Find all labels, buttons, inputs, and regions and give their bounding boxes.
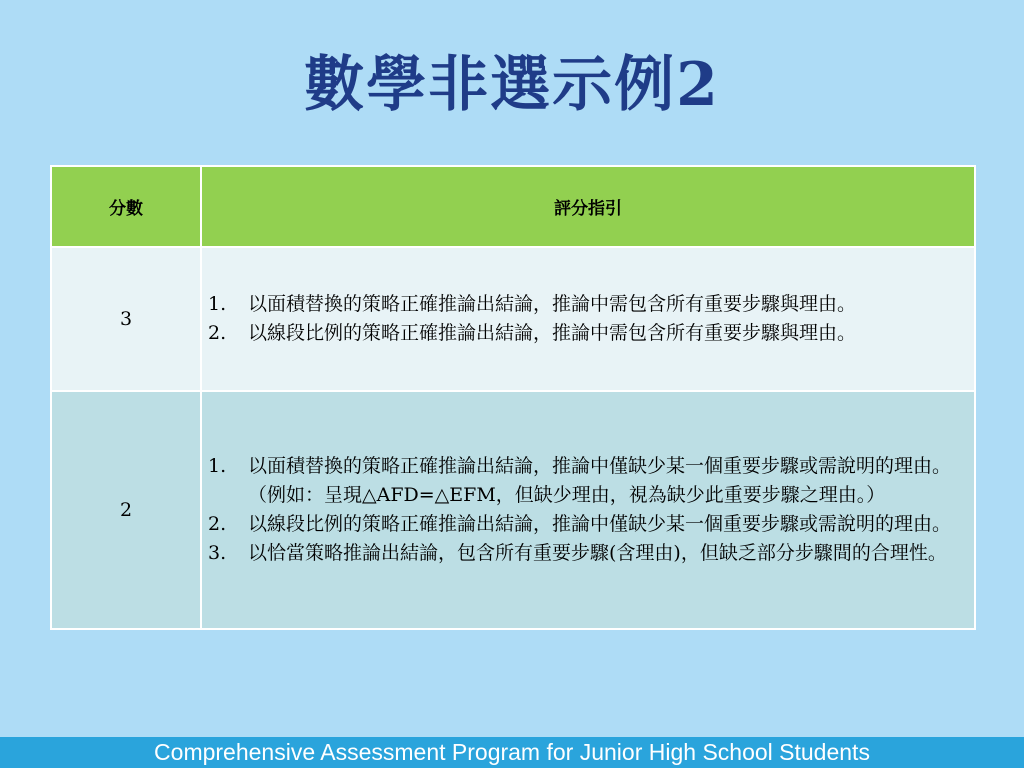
header-guide: 評分指引 <box>201 166 975 247</box>
table-row <box>51 391 975 629</box>
item-number: 2. <box>208 322 227 344</box>
list-item <box>208 539 964 568</box>
footer-banner: Comprehensive Assessment Program for Junior High School Students <box>0 737 1024 768</box>
table-row <box>51 247 975 391</box>
list-item <box>208 290 964 319</box>
item-text: 以面積替換的策略正確推論出結論，推論中需包含所有重要步驟與理由。 <box>248 293 857 315</box>
item-number: 3. <box>208 542 227 564</box>
score-value: 2 <box>51 391 201 629</box>
guide-list <box>208 452 964 568</box>
table-header-row <box>51 166 975 247</box>
slide-title: 數學非選示例2 <box>304 50 720 120</box>
list-item <box>208 319 964 348</box>
scoring-rubric-table <box>50 165 976 630</box>
item-number: 1. <box>208 293 227 315</box>
guide-cell <box>201 247 975 391</box>
header-score: 分數 <box>51 166 201 247</box>
score-value: 3 <box>51 247 201 391</box>
item-number: 1. <box>208 455 227 477</box>
item-number: 2. <box>208 513 227 535</box>
item-text: 以線段比例的策略正確推論出結論，推論中需包含所有重要步驟與理由。 <box>248 322 857 344</box>
guide-list <box>208 290 964 348</box>
item-text: 以面積替換的策略正確推論出結論，推論中僅缺少某一個重要步驟或需說明的理由。（例如：呈現△AFD=△EFM，但缺少理由，視為缺少此重要步驟之理由。） <box>248 455 952 506</box>
item-text: 以線段比例的策略正確推論出結論，推論中僅缺少某一個重要步驟或需說明的理由。 <box>248 513 952 535</box>
list-item <box>208 510 964 539</box>
guide-cell <box>201 391 975 629</box>
list-item <box>208 452 964 510</box>
item-text: 以恰當策略推論出結論，包含所有重要步驟(含理由)，但缺乏部分步驟間的合理性。 <box>248 542 947 564</box>
